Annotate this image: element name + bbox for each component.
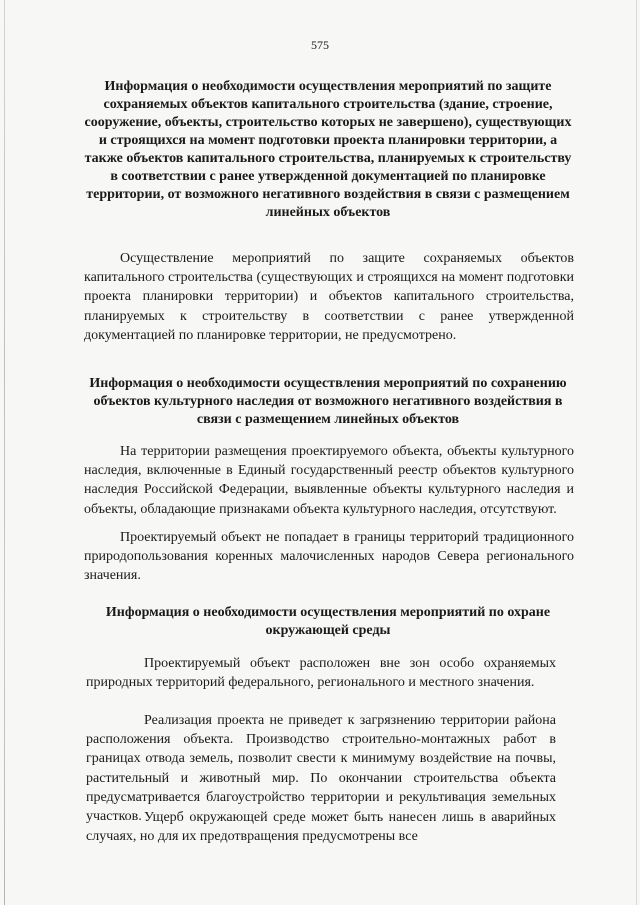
section-heading-cultural-heritage: Информация о необходимости осуществления мероприятий по сохранению объектов культурного наследия от возможного негативного воздействия в связи с размещением линейных объектов <box>89 376 567 427</box>
paragraph: Реализация проекта не приведет к загрязнению территории района расположения объекта. Производство строительно-монтажных работ в границах отвода земель, позволит свести к минимуму воздействие на почвы, растительный и животный мир. По окончании строительства объекта предусматривается благоустройство территории и рекультивация земельных участков. <box>86 713 556 825</box>
section-heading-protection-of-objects: Информация о необходимости осуществления мероприятий по защите сохраняемых объектов капитального строительства (здание, строение, сооружение, объекты, строительство которых не завершено), существующих и строящихся на момент подготовки проекта планировки территории, а также объектов капитального строительства, планируемых к строительству в соответствии с ранее утвержденной документацией по планировке территории, от возможного негативного воздействия в связи с размещением линейных объектов <box>84 79 572 220</box>
paragraph: Осуществление мероприятий по защите сохраняемых объектов капитального строительства (существующих и строящихся на момент подготовки проекта планировки территории) и объектов капитального строительства, планируемых к строительству в соответствии с ранее утвержденной документацией по планировке территории, не предусмотрено. <box>84 251 574 343</box>
paragraph: Проектируемый объект не попадает в границы территорий традиционного природопользования коренных малочисленных народов Севера регионального значения. <box>84 530 574 584</box>
section-heading-environment-protection: Информация о необходимости осуществления мероприятий по охране окружающей среды <box>105 605 551 638</box>
paragraph: Ущерб окружающей среде может быть нанесен лишь в аварийных случаях, но для их предотвращения предусмотрены все <box>86 810 556 845</box>
paragraph: На территории размещения проектируемого объекта, объекты культурного наследия, включенные в Единый государственный реестр объектов культурного наследия Российской Федерации, выявленные объекты культурного наследия и объекты, обладающие признаками объекта культурного наследия, отсутствуют. <box>84 444 574 517</box>
page-edge-right <box>636 0 637 905</box>
paragraph: Проектируемый объект расположен вне зон особо охраняемых природных территорий федерального, регионального и местного значения. <box>86 656 556 691</box>
page-number: 575 <box>311 38 329 52</box>
page-edge-left <box>4 0 5 905</box>
